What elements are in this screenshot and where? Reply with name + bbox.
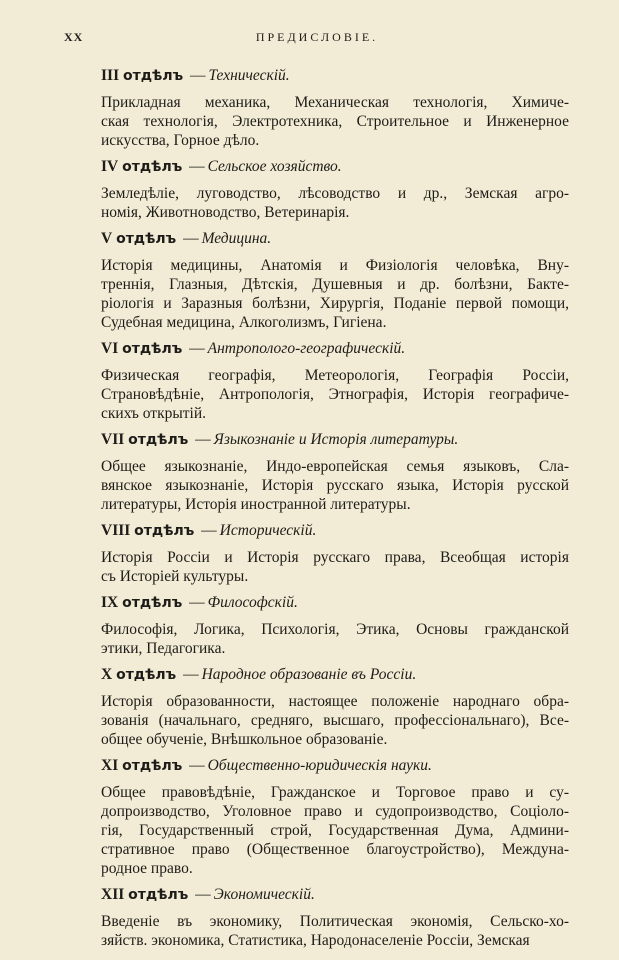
- section-heading: [101, 593, 569, 613]
- text-line: Прикладная механика, Механическая технологія, Химиче-: [101, 94, 569, 111]
- section-label: отдѣлъ: [128, 887, 189, 903]
- section-title: Техническій.: [208, 67, 290, 84]
- section-number: VIII: [101, 522, 131, 539]
- heading-dash: —: [189, 158, 205, 175]
- section-heading: [101, 521, 569, 541]
- section-description: [101, 620, 569, 658]
- section-description: [101, 912, 569, 950]
- section-label: отдѣлъ: [116, 667, 177, 683]
- section-description: [101, 184, 569, 222]
- heading-dash: —: [189, 67, 206, 84]
- text-line: номія, Животноводство, Ветеринарія.: [101, 204, 350, 221]
- section-number: XII: [101, 886, 125, 903]
- section-heading: [101, 756, 569, 776]
- section-heading: [101, 229, 569, 249]
- section-number: VII: [101, 431, 125, 448]
- page-header: [64, 30, 570, 50]
- section-description: [101, 692, 569, 749]
- text-line: Судебная медицина, Алкоголизмъ, Гигіена.: [101, 314, 387, 331]
- section-label: отдѣлъ: [122, 159, 183, 175]
- page-number: XX: [64, 30, 84, 44]
- section-description: [101, 783, 569, 878]
- heading-dash: —: [189, 340, 205, 357]
- text-line: литературы, Исторія иностранной литературы.: [101, 496, 411, 513]
- section-title: Народное образованіе въ Россіи.: [201, 666, 417, 683]
- section-label: отдѣлъ: [122, 595, 183, 611]
- text-line: Исторія медицины, Анатомія и Физіологія человѣка, Вну-: [101, 257, 569, 274]
- text-line: Физическая географія, Метеорологія, Географія Россіи,: [101, 367, 569, 384]
- text-line: родное право.: [101, 860, 193, 877]
- text-line: Земледѣліе, луговодство, лѣсоводство и др., Земская агро-: [101, 185, 569, 202]
- section-label: отдѣлъ: [116, 231, 177, 247]
- section-number: V: [101, 230, 113, 247]
- section-10: [101, 885, 569, 950]
- section-5: [101, 430, 569, 514]
- heading-dash: —: [201, 522, 217, 539]
- text-line: треннія, Глазныя, Дѣтскія, Душевныя и др. болѣзни, Бакте-: [101, 276, 569, 293]
- text-line: зованія (начальнаго, средняго, высшаго, профессіональнаго), Все-: [101, 712, 569, 729]
- text-line: вянское языкознаніе, Исторія русскаго языка, Исторія русской: [101, 477, 569, 494]
- text-line: гія, Государственный строй, Государственная Дума, Админи-: [101, 822, 569, 839]
- text-line: ріологія и Заразныя болѣзни, Хирургія, Поданіе первой помощи,: [101, 295, 569, 312]
- section-number: VI: [101, 340, 119, 357]
- section-6: [101, 521, 569, 586]
- heading-dash: —: [183, 666, 199, 683]
- text-line: Общее правовѣдѣніе, Гражданское и Торговое право и су-: [101, 784, 569, 801]
- section-9: [101, 756, 569, 878]
- text-line: Страновѣдѣніе, Антропологія, Этнографія, Исторія географиче-: [101, 386, 569, 403]
- heading-dash: —: [195, 431, 211, 448]
- section-3: [101, 229, 569, 332]
- text-line: этики, Педагогика.: [101, 640, 226, 657]
- section-4: [101, 339, 569, 423]
- text-line: Исторія образованности, настоящее положеніе народнаго обра-: [101, 693, 569, 710]
- text-line: искусства, Горное дѣло.: [101, 132, 260, 149]
- section-title: Экономическій.: [213, 886, 315, 903]
- text-line: допроизводство, Уголовное право и судопроизводство, Соціоло-: [101, 803, 569, 820]
- section-number: XI: [101, 757, 119, 774]
- heading-dash: —: [195, 886, 211, 903]
- heading-dash: —: [183, 230, 199, 247]
- section-number: X: [101, 666, 113, 683]
- text-line: съ Исторіей культуры.: [101, 568, 249, 585]
- section-description: [101, 457, 569, 514]
- text-line: Исторія Россіи и Исторія русскаго права, Всеобщая исторія: [101, 549, 569, 566]
- section-label: отдѣлъ: [128, 432, 189, 448]
- section-number: IX: [101, 594, 119, 611]
- text-line: общее обученіе, Внѣшкольное образованіе.: [101, 731, 388, 748]
- section-description: [101, 366, 569, 423]
- section-number: III: [101, 67, 120, 84]
- text-line: Введеніе въ экономику, Политическая экономія, Сельско-хо-: [101, 913, 569, 930]
- section-heading: [101, 665, 569, 685]
- section-heading: [101, 66, 569, 86]
- section-label: отдѣлъ: [122, 68, 184, 84]
- text-line: зяйств. экономика, Статистика, Народонаселеніе Россіи, Земская: [101, 932, 530, 949]
- section-2: [101, 157, 569, 222]
- section-title: Историческій.: [219, 522, 317, 539]
- section-description: [101, 256, 569, 332]
- section-title: Сельское хозяйство.: [207, 158, 342, 175]
- section-title: Медицина.: [201, 230, 272, 247]
- text-line: ская технологія, Электротехника, Строительное и Инженерное: [101, 113, 569, 130]
- text-line: Общее языкознаніе, Индо-европейская семья языковъ, Сла-: [101, 458, 569, 475]
- section-title: Общественно-юридическія науки.: [207, 757, 432, 774]
- section-heading: [101, 339, 569, 359]
- section-label: отдѣлъ: [134, 523, 195, 539]
- section-title: Языкознаніе и Исторія литературы.: [213, 431, 459, 448]
- section-list: [101, 66, 569, 957]
- heading-dash: —: [189, 757, 205, 774]
- section-title: Философскій.: [207, 594, 298, 611]
- section-7: [101, 593, 569, 658]
- section-description: [101, 548, 569, 586]
- section-heading: [101, 430, 569, 450]
- section-heading: [101, 157, 569, 177]
- section-label: отдѣлъ: [122, 758, 183, 774]
- section-1: [101, 66, 569, 150]
- section-number: IV: [101, 158, 119, 175]
- text-line: скихъ открытій.: [101, 405, 207, 422]
- section-label: отдѣлъ: [122, 341, 183, 357]
- section-description: [101, 93, 569, 150]
- text-line: стративное право (Общественное благоустройство), Междуна-: [101, 841, 569, 858]
- section-heading: [101, 885, 569, 905]
- section-title: Антропологo-географическій.: [207, 340, 406, 357]
- heading-dash: —: [189, 594, 205, 611]
- text-line: Философія, Логика, Психологія, Этика, Основы гражданской: [101, 621, 569, 638]
- running-title: ПРЕДИСЛОВІЕ.: [255, 30, 379, 44]
- section-8: [101, 665, 569, 749]
